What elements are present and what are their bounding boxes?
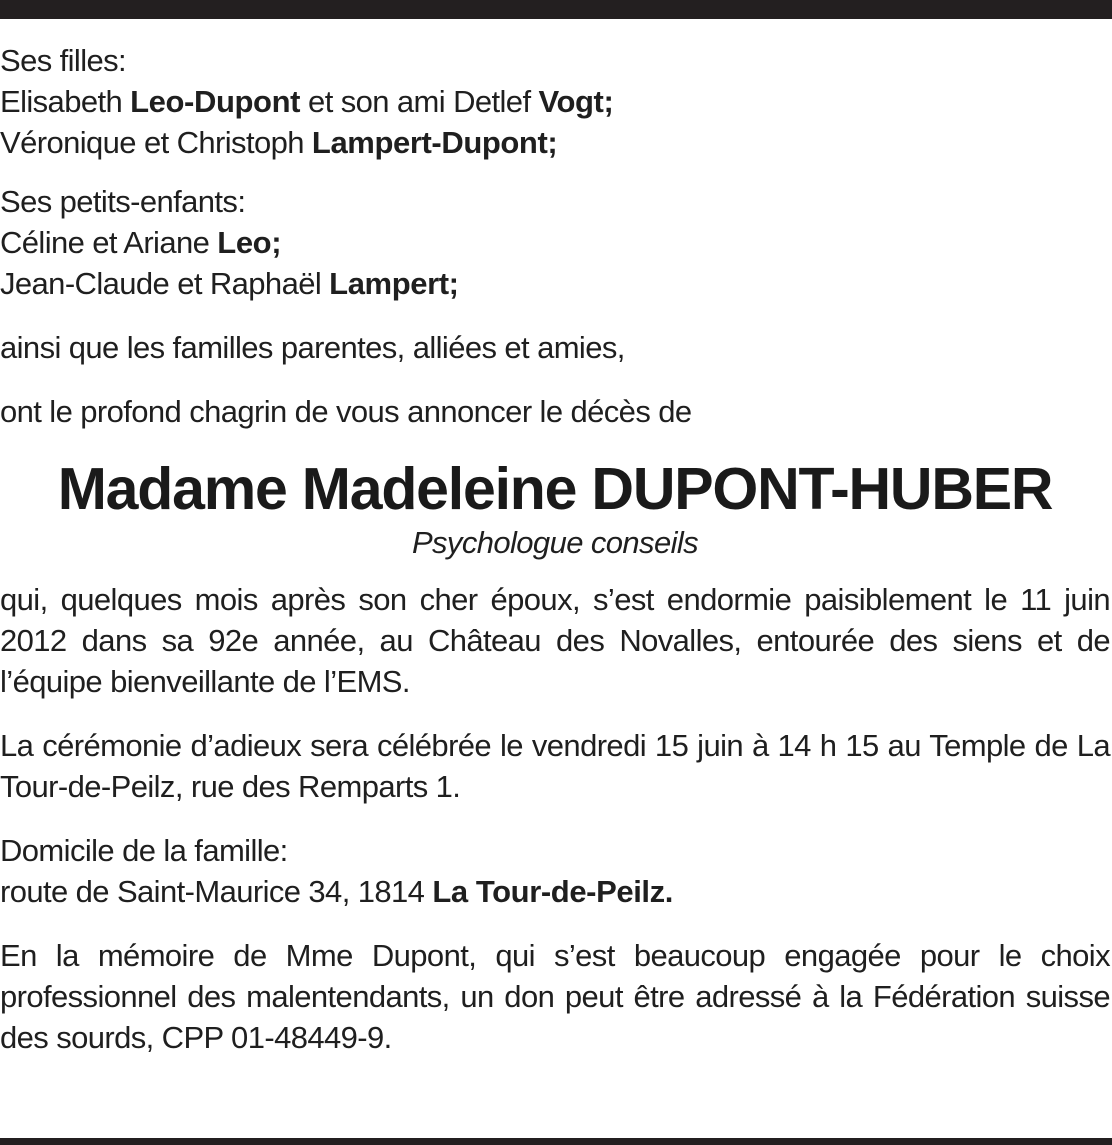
grandchildren-1-surname: Leo; xyxy=(217,225,282,260)
bottom-rule xyxy=(0,1138,1112,1145)
domicile-address-line xyxy=(0,871,1110,912)
daughter-1-partner-surname: Vogt; xyxy=(538,84,614,119)
daughter-2-first-names: Véronique et Christoph xyxy=(0,125,312,160)
daughter-1-first-name: Elisabeth xyxy=(0,84,131,119)
grandchildren-line-1 xyxy=(0,222,1110,263)
daughter-1-surname: Leo-Dupont xyxy=(130,84,301,119)
deceased-profession: Psychologue conseils xyxy=(411,525,699,560)
announcement-line: ont le profond chagrin de vous annoncer le décès de xyxy=(0,394,692,429)
domicile-address: route de Saint-Maurice 34, 1814 xyxy=(0,874,433,909)
grandchildren-2-surname: Lampert; xyxy=(329,266,459,301)
grandchildren-heading: Ses petits-enfants: xyxy=(0,184,246,219)
domicile-heading: Domicile de la famille: xyxy=(0,833,288,868)
daughters-section xyxy=(0,40,1110,163)
ceremony-paragraph: La cérémonie d’adieux sera célébrée le vendredi 15 juin à 14 h 15 au Temple de La Tour-de-Peilz, rue des Remparts 1. xyxy=(0,728,1110,804)
top-rule xyxy=(0,0,1112,19)
daughter-line-2 xyxy=(0,122,1110,163)
grandchildren-1-first-names: Céline et Ariane xyxy=(0,225,218,260)
grandchildren-2-first-names: Jean-Claude et Raphaël xyxy=(0,266,330,301)
deceased-name: Madame Madeleine DUPONT-HUBER xyxy=(57,456,1053,522)
domicile-town: La Tour-de-Peilz. xyxy=(432,874,673,909)
passing-paragraph: qui, quelques mois après son cher époux, s’est endormie paisiblement le 11 juin 2012 dans sa 92e année, au Château des Novalles, entourée des siens et de l’équipe bienveillante de l’EMS. xyxy=(0,582,1110,699)
memorial-paragraph: En la mémoire de Mme Dupont, qui s’est beaucoup engagée pour le choix professionnel des malentendants, un don peut être adressé à la Fédération suisse des sourds, CPP 01-48449-9. xyxy=(0,938,1110,1055)
grandchildren-section xyxy=(0,181,1110,304)
grandchildren-line-2 xyxy=(0,263,1110,304)
domicile-section xyxy=(0,830,1110,912)
daughter-1-partner: et son ami Detlef xyxy=(300,84,539,119)
daughter-line-1 xyxy=(0,81,1110,122)
daughters-heading: Ses filles: xyxy=(0,43,127,78)
families-line: ainsi que les familles parentes, alliées et amies, xyxy=(0,330,625,365)
daughter-2-surname: Lampert-Dupont; xyxy=(311,125,558,160)
obituary-notice xyxy=(0,40,1110,1058)
